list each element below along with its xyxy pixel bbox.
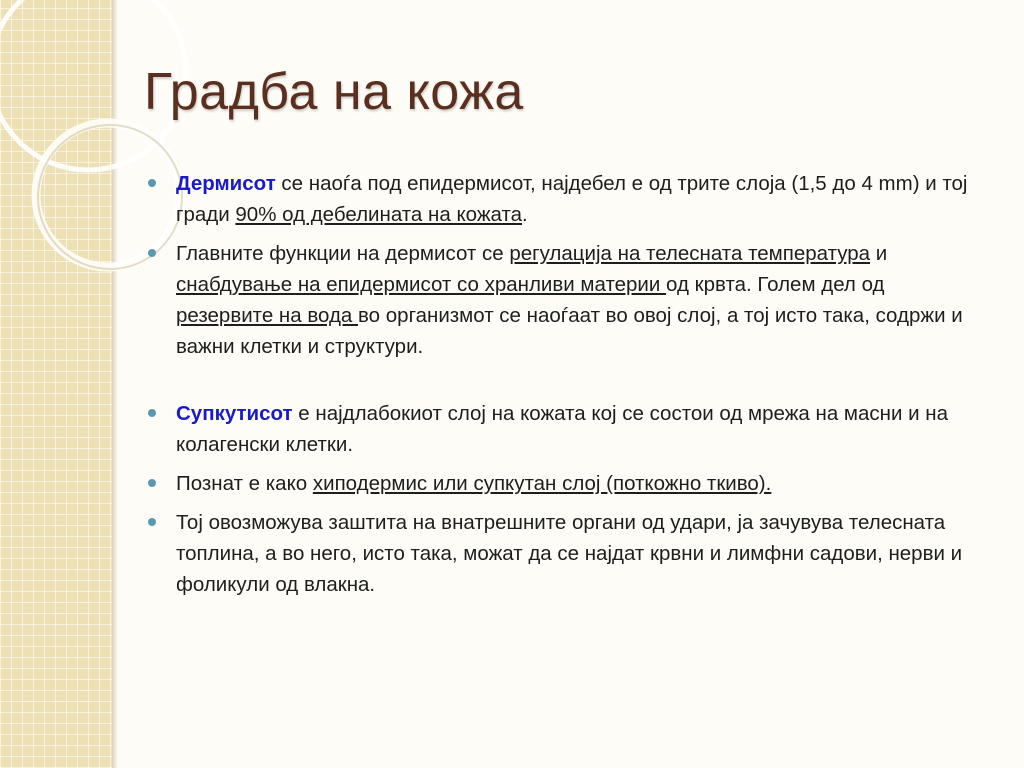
side-band-shadow bbox=[112, 0, 118, 768]
bullet-text: Познат е како bbox=[176, 472, 313, 495]
bullet-dot bbox=[148, 249, 156, 257]
slide-body bbox=[148, 168, 968, 608]
bullet-dot bbox=[148, 479, 156, 487]
underlined-text: снабдување на епидермисот со хранливи материи bbox=[176, 273, 667, 296]
bullet-text: . bbox=[522, 203, 528, 226]
bullet-dot bbox=[148, 518, 156, 526]
bullet-hypodermis bbox=[148, 468, 968, 499]
bullet-text: Главните функции на дермисот се bbox=[176, 242, 510, 265]
bullet-dot bbox=[148, 409, 156, 417]
underlined-text: регулација на телесната температура bbox=[509, 242, 871, 265]
bullet-subcutis bbox=[148, 398, 968, 460]
bullet-text: се наоѓа под епидермисот, најдебел е од трите слоја (1,5 до 4 mm) и тој гради bbox=[176, 172, 968, 226]
underlined-text: хиподермис или супкутан слој (поткожно ткиво). bbox=[312, 472, 772, 495]
keyword-dermis: Дермисот bbox=[176, 172, 276, 195]
bullet-dermis-functions bbox=[148, 238, 968, 362]
bullet-text: Тој овозможува заштита на внатрешните органи од удари, ја зачувува телесната топлина, а во него, исто така, можат да се најдат крвни и лимфни садови, нерви и фоликули од влакна. bbox=[176, 511, 963, 596]
bullet-text: и bbox=[870, 242, 888, 265]
underlined-text: 90% од дебелината на кожата bbox=[235, 203, 523, 226]
bullet-text: е најдлабокиот слој на кожата кој се состои од мрежа на масни и на колагенски клетки. bbox=[176, 402, 949, 456]
bullet-text: во организмот се наоѓаат во овој слој, а тој исто така, содржи и важни клетки и структури. bbox=[176, 304, 963, 358]
bullet-protection bbox=[148, 507, 968, 600]
keyword-subcutis: Супкутисот bbox=[176, 402, 293, 425]
slide-title: Градба на кожа bbox=[144, 63, 524, 121]
bullet-dot bbox=[148, 179, 156, 187]
decorative-side-band bbox=[0, 0, 112, 768]
underlined-text: резервите на вода bbox=[176, 304, 359, 327]
bullet-text: од крвта. Голем дел од bbox=[666, 273, 885, 296]
bullet-dermis bbox=[148, 168, 968, 230]
